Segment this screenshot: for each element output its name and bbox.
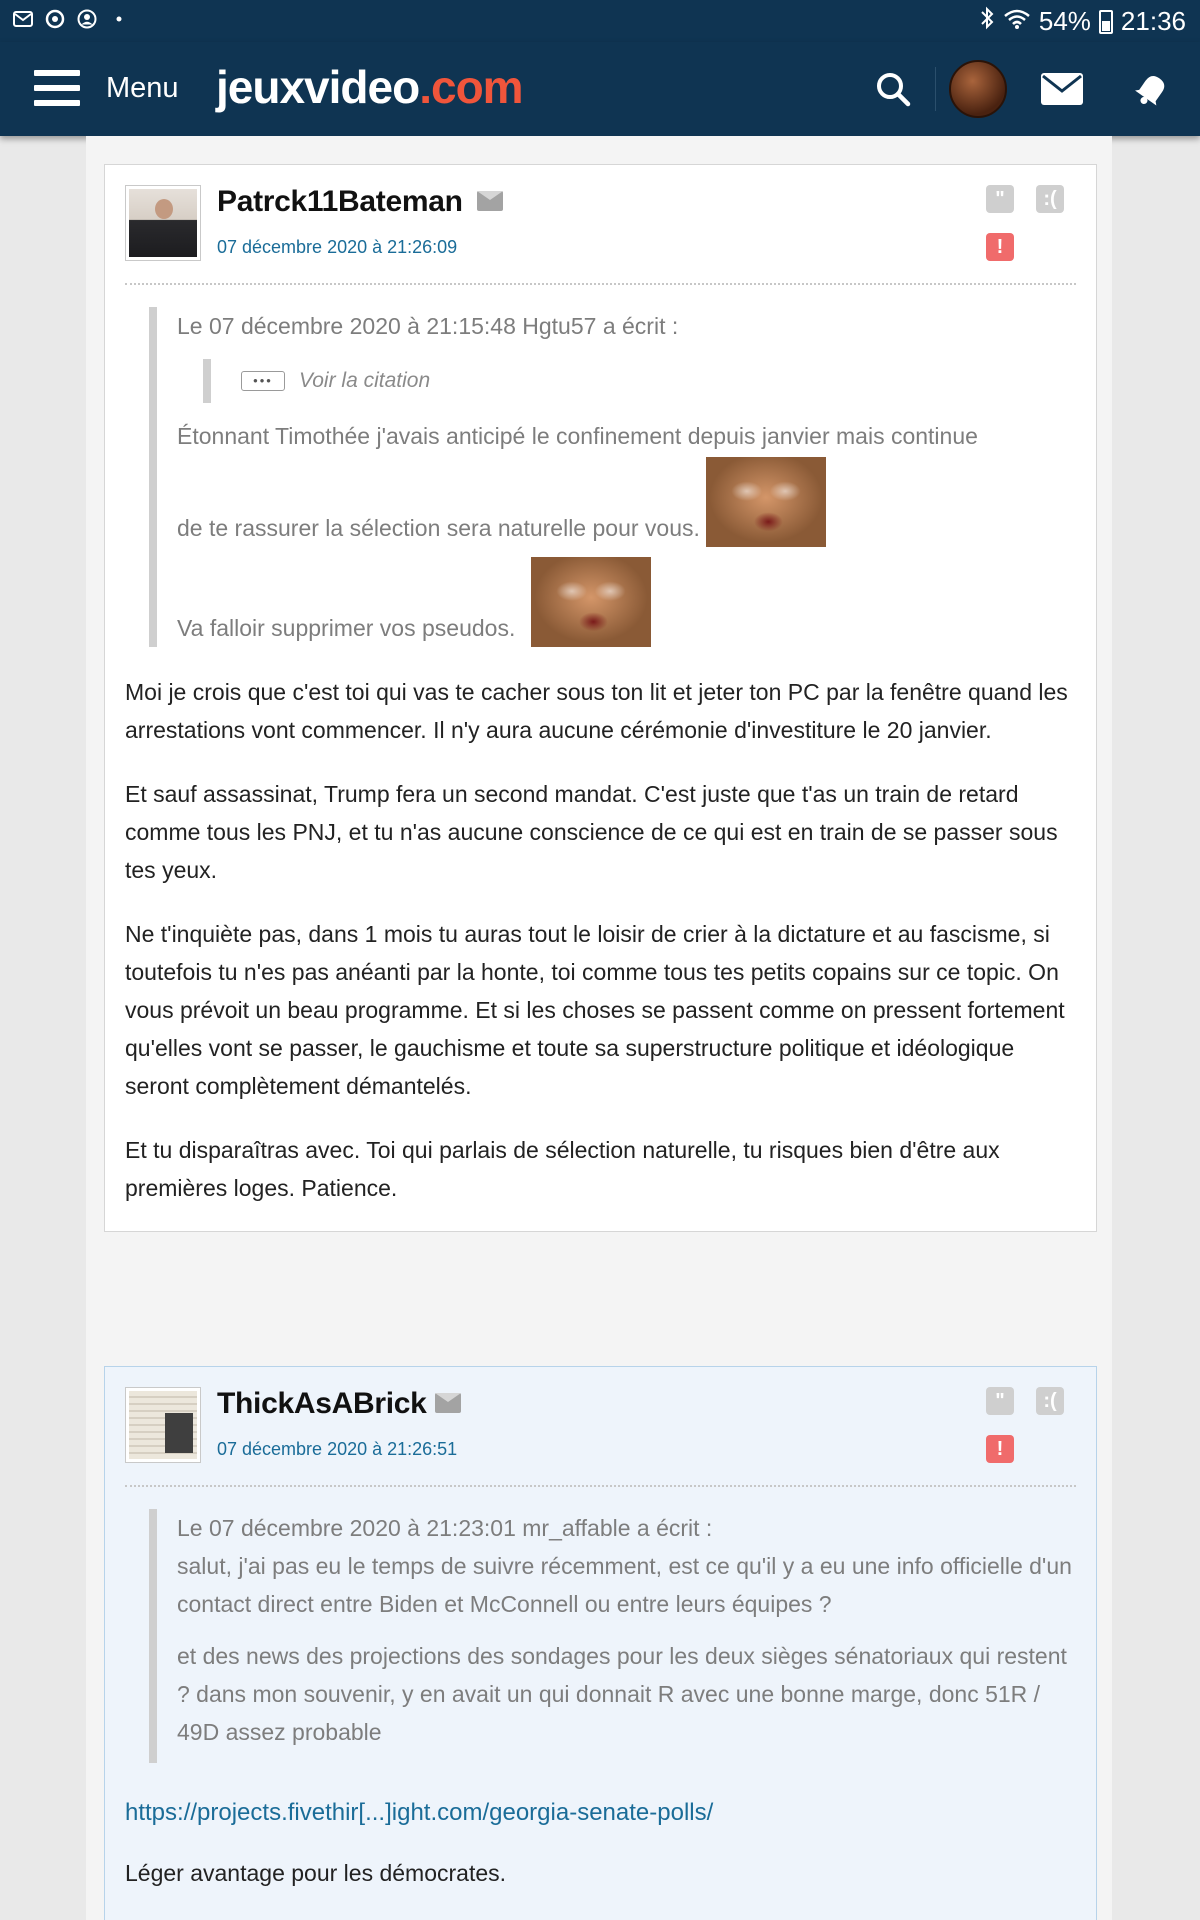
forum-post	[104, 164, 1097, 1232]
sad-face-icon[interactable]: :(	[1036, 1387, 1064, 1415]
quote-paragraph: salut, j'ai pas eu le temps de suivre récemment, est ce qu'il y a eu une info officielle d'un contact direct entre Biden et McConnell ou entre leurs équipes ?	[177, 1553, 1072, 1617]
menu-button[interactable]	[34, 70, 179, 106]
post-actions	[986, 185, 1066, 265]
forum-post	[104, 1366, 1097, 1920]
notification-icons	[12, 8, 130, 30]
battery-icon	[1099, 10, 1113, 34]
search-button[interactable]	[851, 42, 935, 136]
site-logo[interactable]: jeuxvideo.com	[216, 61, 523, 113]
report-icon[interactable]: !	[986, 1435, 1014, 1463]
bell-icon	[1132, 69, 1172, 109]
sync-icon	[44, 8, 66, 30]
quote-header: Le 07 décembre 2020 à 21:15:48 Hgtu57 a écrit :	[177, 313, 679, 339]
author-avatar[interactable]	[125, 185, 201, 261]
post-paragraph: Moi je crois que c'est toi qui vas te cacher sous ton lit et jeter ton PC par la fenêtre quand les arrestations vont commencer. Il n'y aura aucune cérémonie d'investiture le 20 janvier.	[125, 679, 1068, 743]
status-bar	[0, 0, 1200, 42]
post-header	[125, 1387, 1076, 1487]
ellipsis-icon: •••	[241, 371, 285, 391]
dot-icon	[108, 8, 130, 30]
author-name[interactable]: ThickAsABrick	[217, 1387, 427, 1420]
quoted-message	[149, 307, 1076, 647]
author-avatar[interactable]	[125, 1387, 201, 1463]
author-name[interactable]: Patrck11Bateman	[217, 185, 463, 218]
post-paragraph: Léger avantage pour les démocrates.	[125, 1860, 507, 1886]
post-paragraph: Et tu disparaîtras avec. Toi qui parlais de sélection naturelle, tu risques bien d'être aux premières loges. Patience.	[125, 1137, 1000, 1201]
forum-page	[86, 136, 1112, 1920]
nested-quote-label: Voir la citation	[299, 369, 431, 392]
external-link[interactable]: https://projects.fivethir[...]ight.com/georgia-senate-polls/	[125, 1799, 714, 1826]
hamburger-icon	[34, 70, 80, 106]
post-paragraph: Et sauf assassinat, Trump fera un second mandat. C'est juste que t'as un train de retard comme tous les PNJ, et tu n'as aucune conscience de ce qui est en train de se passer sous tes yeux.	[125, 781, 1058, 883]
user-avatar	[949, 60, 1007, 118]
post-body	[125, 1793, 1076, 1892]
risitas-smiley-image	[531, 557, 651, 647]
site-header	[0, 42, 1200, 136]
post-header	[125, 185, 1076, 285]
mail-icon	[1041, 73, 1083, 105]
messages-button[interactable]	[1020, 42, 1104, 136]
send-message-icon[interactable]	[477, 191, 503, 211]
quote-line: de te rassurer la sélection sera naturelle pour vous.	[177, 515, 700, 541]
post-actions	[986, 1387, 1066, 1467]
nested-quote-toggle[interactable]	[203, 359, 1076, 403]
quote-icon[interactable]: "	[986, 1387, 1014, 1415]
wifi-icon	[1003, 6, 1031, 37]
bluetooth-icon	[979, 6, 995, 37]
send-message-icon[interactable]	[435, 1393, 461, 1413]
report-icon[interactable]: !	[986, 233, 1014, 261]
menu-label: Menu	[106, 71, 179, 104]
quote-line: Va falloir supprimer vos pseudos.	[177, 615, 516, 641]
system-indicators	[979, 6, 1186, 37]
quote-line: Étonnant Timothée j'avais anticipé le confinement depuis janvier mais continue	[177, 423, 978, 449]
search-icon	[875, 71, 911, 107]
quoted-message	[149, 1509, 1076, 1763]
post-body	[125, 673, 1076, 1207]
header-actions	[851, 42, 1200, 136]
risitas-smiley-image	[706, 457, 826, 547]
notifications-button[interactable]	[1104, 42, 1200, 136]
quote-paragraph: et des news des projections des sondages pour les deux sièges sénatoriaux qui restent ? dans mon souvenir, y en avait un qui donnait R avec une bonne marge, donc 51R / 49D assez probable	[177, 1643, 1067, 1745]
post-date[interactable]: 07 décembre 2020 à 21:26:09	[217, 237, 458, 257]
battery-percent: 54%	[1038, 6, 1091, 36]
quote-header: Le 07 décembre 2020 à 21:23:01 mr_affable a écrit :	[177, 1515, 713, 1541]
post-paragraph: Ne t'inquiète pas, dans 1 mois tu auras tout le loisir de crier à la dictature et au fascisme, si toutefois tu n'es pas anéanti par la honte, toi comme tous tes petits copains sur ce topic. On vous prévoit un beau programme. Et si les choses se passent comme on pressent fortement qu'elles vont se passer, le gauchisme et toute sa superstructure politique et idéologique seront complètement démantelés.	[125, 921, 1065, 1099]
gmail-icon	[12, 8, 34, 30]
account-icon	[76, 8, 98, 30]
quote-icon[interactable]: "	[986, 185, 1014, 213]
post-date[interactable]: 07 décembre 2020 à 21:26:51	[217, 1439, 458, 1459]
account-button[interactable]	[936, 42, 1020, 136]
sad-face-icon[interactable]: :(	[1036, 185, 1064, 213]
clock: 21:36	[1120, 6, 1186, 36]
